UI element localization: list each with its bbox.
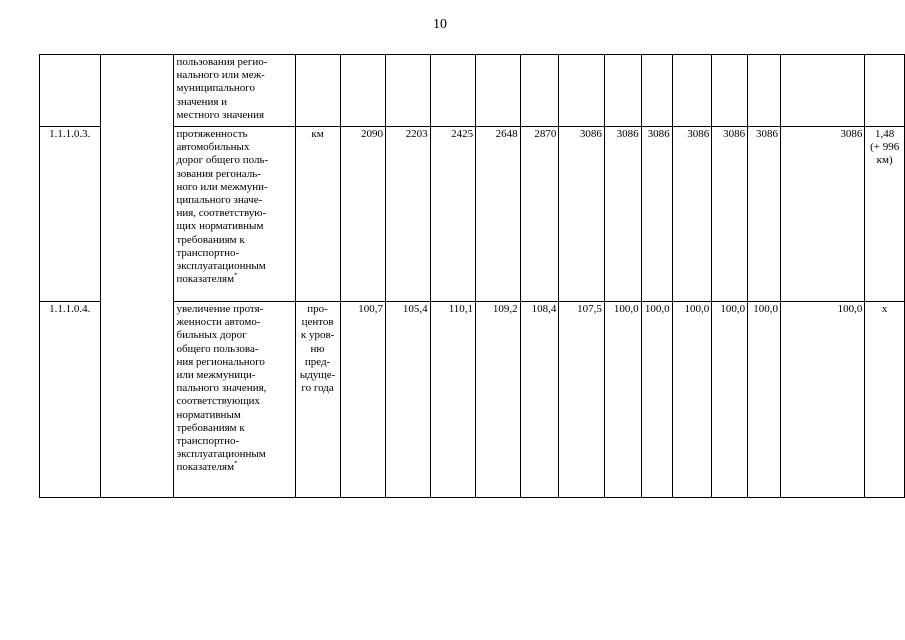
- text-line: требованиям к: [176, 233, 245, 246]
- value-cell: [430, 55, 476, 127]
- footnote-mark: *: [234, 459, 238, 468]
- value-cell: 100,7: [340, 302, 386, 498]
- value-cell: [604, 55, 641, 127]
- text-line: соответствующих: [176, 395, 261, 408]
- value-cell: 3086: [641, 127, 672, 302]
- text-line: бильных дорог: [176, 329, 247, 342]
- text-line: ния регионального: [176, 355, 265, 368]
- value-cell: 2425: [430, 127, 476, 302]
- page-number: 10: [433, 17, 447, 32]
- text-line: женности автомо-: [176, 316, 261, 329]
- value-cell: 108,4: [520, 302, 559, 498]
- value-cell: 2870: [520, 127, 559, 302]
- value-cell: 100,0: [780, 302, 864, 498]
- text-line: ципального значе-: [176, 194, 263, 207]
- final-value-cell: [865, 127, 905, 302]
- value-cell: 109,2: [476, 302, 521, 498]
- indicator-description: [174, 127, 295, 302]
- text-line: показателям: [176, 461, 235, 474]
- value-cell: [386, 55, 431, 127]
- value-cell: [340, 55, 386, 127]
- text-line: протяженность: [176, 128, 248, 140]
- text-line: 1,48: [875, 128, 895, 140]
- value-cell: 3086: [712, 127, 748, 302]
- value-cell: [780, 55, 864, 127]
- text-line: пользования регио-: [176, 56, 268, 68]
- text-line: автомобильных: [176, 141, 250, 154]
- value-cell: [748, 55, 781, 127]
- text-line: ню: [310, 342, 325, 355]
- row-code: 1.1.1.0.4.: [40, 302, 101, 498]
- value-cell: 107,5: [559, 302, 605, 498]
- text-line: общего пользова-: [176, 342, 259, 355]
- text-line: пального значения,: [176, 382, 267, 395]
- value-cell: 100,0: [672, 302, 712, 498]
- text-line: ного или межмуни-: [176, 180, 268, 193]
- value-cell: [712, 55, 748, 127]
- value-cell: 2203: [386, 127, 431, 302]
- text-line: значения и: [176, 95, 228, 108]
- final-value-cell: [865, 55, 905, 127]
- value-cell: 3086: [748, 127, 781, 302]
- value-cell: 100,0: [641, 302, 672, 498]
- text-line: ния, соответствую-: [176, 207, 267, 220]
- unit-cell: [295, 127, 340, 302]
- text-line: местного значения: [176, 108, 265, 121]
- text-line: эксплуатационным: [176, 448, 266, 461]
- text-line: го года: [301, 382, 334, 395]
- value-cell: 100,0: [604, 302, 641, 498]
- value-cell: 100,0: [712, 302, 748, 498]
- text-line: или межмуници-: [176, 369, 256, 382]
- table-row: [40, 55, 905, 127]
- text-line: увеличение протя-: [176, 303, 264, 315]
- text-line: щих нормативным: [176, 220, 264, 233]
- text-line: (+ 996: [870, 141, 900, 154]
- text-line: км): [876, 154, 893, 167]
- value-cell: 3086: [559, 127, 605, 302]
- text-line: показателям: [176, 273, 235, 286]
- text-line: к уров-: [300, 329, 335, 342]
- text-line: про-: [307, 303, 328, 315]
- text-line: нормативным: [176, 408, 241, 421]
- final-value-cell: [865, 302, 905, 498]
- text-line: центов: [301, 316, 334, 329]
- text-line: пред-: [304, 355, 331, 368]
- value-cell: 2090: [340, 127, 386, 302]
- value-cell: 105,4: [386, 302, 431, 498]
- row-code: [40, 55, 101, 127]
- text-line: транспортно-: [176, 435, 240, 448]
- text-line: муниципального: [176, 82, 255, 95]
- row-code: 1.1.1.0.3.: [40, 127, 101, 302]
- text-line: зования регональ-: [176, 167, 261, 180]
- unit-cell: [295, 302, 340, 498]
- text-line: ыдуще-: [299, 369, 336, 382]
- value-cell: [641, 55, 672, 127]
- text-line: нального или меж-: [176, 69, 265, 82]
- text-line: транспортно-: [176, 246, 240, 259]
- text-line: требованиям к: [176, 421, 245, 434]
- indicators-table: [39, 54, 905, 498]
- text-line: эксплуатационным: [176, 260, 266, 273]
- value-cell: [520, 55, 559, 127]
- value-cell: 110,1: [430, 302, 476, 498]
- value-cell: [672, 55, 712, 127]
- value-cell: 2648: [476, 127, 521, 302]
- value-cell: [476, 55, 521, 127]
- text-line: x: [881, 303, 888, 315]
- value-cell: [559, 55, 605, 127]
- empty-column-cell: [100, 55, 174, 498]
- footnote-mark: *: [234, 271, 238, 280]
- value-cell: 100,0: [748, 302, 781, 498]
- value-cell: 3086: [672, 127, 712, 302]
- indicator-description: [174, 302, 295, 498]
- text-line: км: [311, 128, 324, 140]
- indicator-description: [174, 55, 295, 127]
- text-line: дорог общего поль-: [176, 154, 269, 167]
- value-cell: 3086: [604, 127, 641, 302]
- unit-cell: [295, 55, 340, 127]
- value-cell: 3086: [780, 127, 864, 302]
